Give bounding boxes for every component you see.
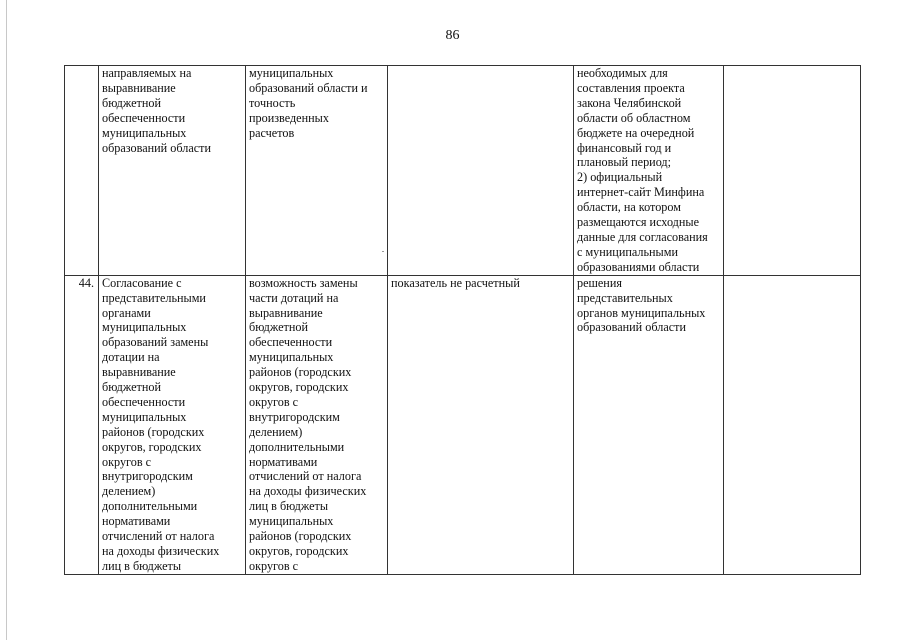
table-row: [65, 66, 861, 276]
indicator-name-cell: Согласование с представительными органами муниципальных образований замены дотации на выравнивание бюджетной обеспеченности муниципальных районов (городских округов, городских округов с внутригородским делением) дополнительными нормативами отчислений от налога на доходы физических лиц в бюджеты: [99, 275, 246, 574]
source-data-cell: решения представительных органов муниципальных образований области: [574, 275, 724, 574]
notes-cell: [724, 66, 861, 276]
indicator-meaning-cell: муниципальных образований области и точность произведенных расчетов: [246, 66, 388, 276]
calculation-formula-cell: [388, 66, 574, 276]
indicator-table: [64, 65, 861, 575]
indicator-meaning-cell: возможность замены части дотаций на выравнивание бюджетной обеспеченности муниципальных районов (городских округов, городских округов с внутригородским делением) дополнительными нормативами отчислений от налога на доходы физических лиц в бюджеты муниципальных районов (городских округов, городских округов с: [246, 275, 388, 574]
page-number: 86: [445, 28, 460, 43]
row-number-cell: 44.: [65, 275, 99, 574]
table-row: [65, 275, 861, 574]
notes-cell: [724, 275, 861, 574]
source-data-cell: необходимых для составления проекта закона Челябинской области об областном бюджете на очередной финансовый год и плановый период; 2) официальный интернет-сайт Минфина области, на котором размещаются исходные данные для согласования с муниципальными образованиями области: [574, 66, 724, 276]
indicator-name-cell: направляемых на выравнивание бюджетной обеспеченности муниципальных образований области: [99, 66, 246, 276]
calculation-formula-cell: показатель не расчетный: [388, 275, 574, 574]
scan-speck: [382, 251, 384, 252]
row-number-cell: [65, 66, 99, 276]
scan-edge-line: [6, 0, 7, 640]
